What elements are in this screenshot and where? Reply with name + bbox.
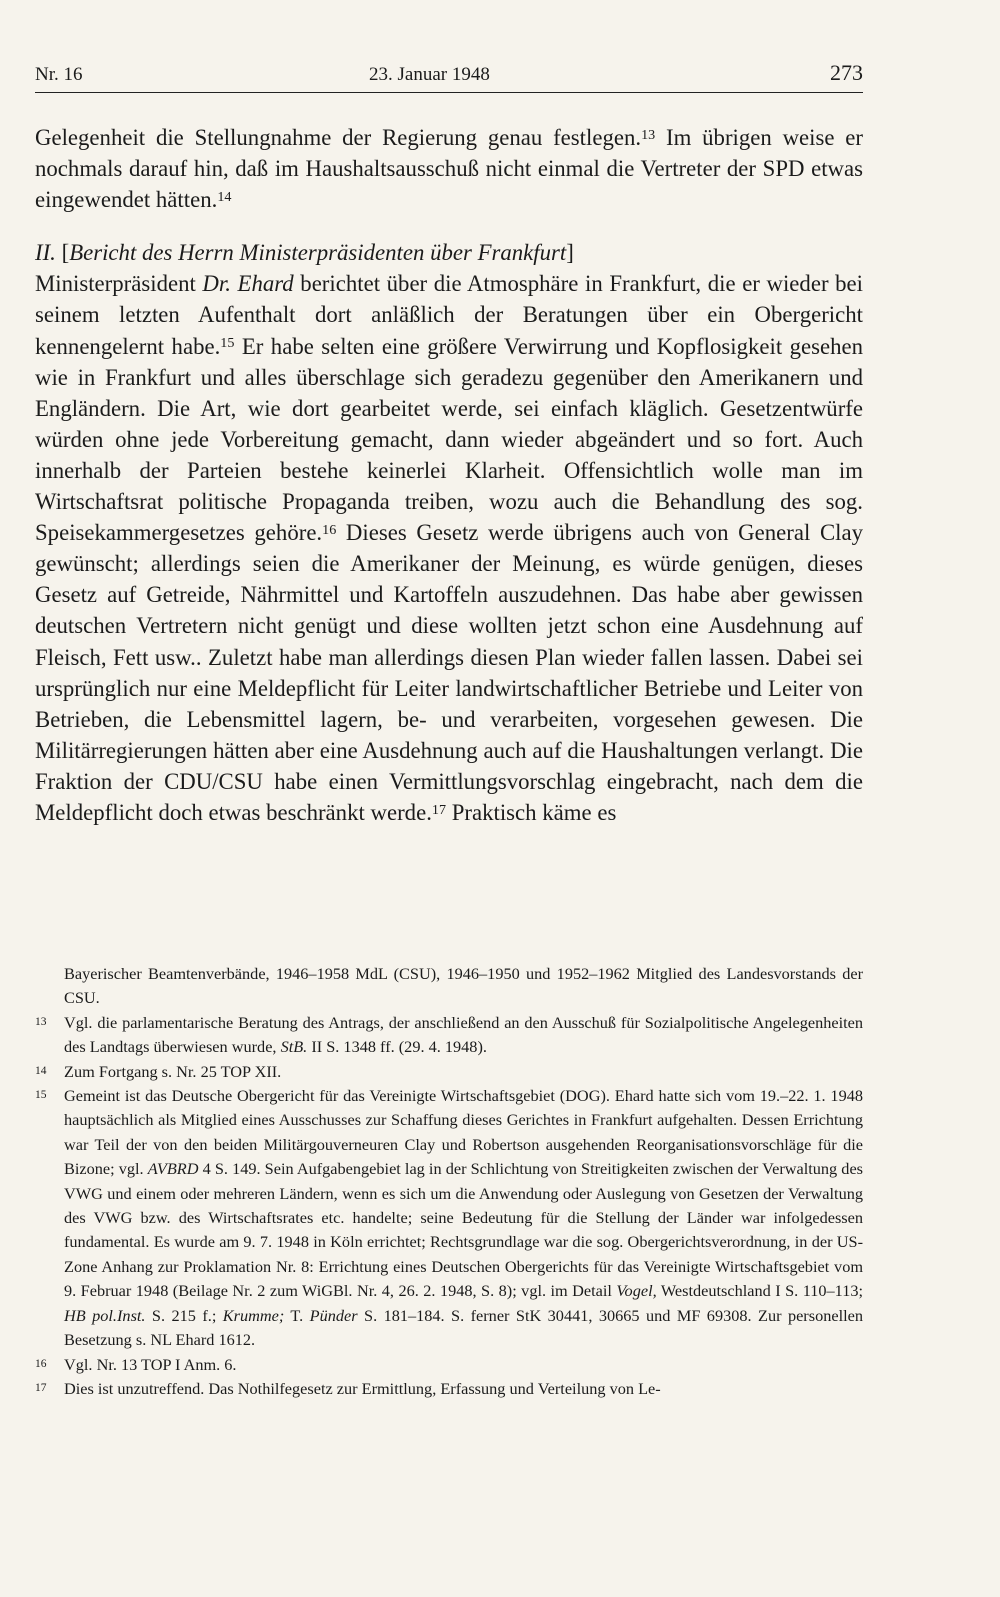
- source-ref: Krumme;: [222, 1305, 285, 1325]
- footnote-ref: 13: [641, 126, 656, 143]
- main-text: [35, 122, 863, 828]
- text-run: berichtet über die Atmosphäre in Frankfurt, die er wieder bei seinem letzten Aufenthalt dort anläßlich der Beratungen über ein Obergericht kennengelernt habe.: [35, 271, 863, 359]
- bracket-close: ]: [566, 240, 574, 266]
- header-date: 23. Januar 1948: [369, 64, 490, 85]
- footnotes: [35, 962, 863, 1401]
- text-run: Im übrigen weise er nochmals darauf hin, daß im Haushaltsausschuß nicht einmal die Vertreter der SPD etwas eingewendet hätten.: [35, 125, 864, 213]
- text-run: Praktisch käme es: [446, 799, 617, 825]
- footnote-text: Westdeutschland I S. 110–113;: [656, 1281, 863, 1301]
- footnote-ref: 16: [322, 521, 337, 538]
- speaker-name: Dr. Ehard: [202, 271, 294, 297]
- footnote-13: [35, 1011, 863, 1060]
- section-title: Bericht des Herrn Ministerpräsidenten über Frankfurt: [69, 240, 567, 266]
- paragraph-report: [35, 268, 863, 828]
- bracket-open: [: [61, 240, 70, 266]
- source-ref: AVBRD: [147, 1159, 199, 1179]
- text-run: Ministerpräsident: [35, 271, 203, 297]
- footnote-text: Vgl. die parlamentarische Beratung des Antrags, der anschließend an den Ausschuß für Sozialpolitische Angelegenheiten des Landtags überwiesen wurde,: [64, 1012, 863, 1057]
- footnote-14: [35, 1060, 863, 1084]
- footnote-text: Dies ist unzutreffend. Das Nothilfegesetz zur Ermittlung, Erfassung und Verteilung von Le-: [64, 1378, 661, 1398]
- document-number: Nr. 16: [35, 64, 83, 85]
- footnote-ref: 15: [220, 335, 235, 352]
- footnote-continuation: [35, 962, 863, 1011]
- source-ref: Pünder: [309, 1305, 358, 1325]
- section-numeral: II.: [35, 240, 56, 266]
- source-ref: HB pol.Inst.: [64, 1305, 146, 1325]
- footnote-ref: 17: [431, 801, 447, 818]
- footnote-text: Bayerischer Beamtenverbände, 1946–1958 MdL (CSU), 1946–1950 und 1952–1962 Mitglied des Landesvorstands der CSU.: [64, 964, 863, 1008]
- running-header: [35, 56, 863, 93]
- section-spacer: [35, 215, 863, 237]
- text-run: Dieses Gesetz werde übrigens auch von General Clay gewünscht; allerdings seien die Amerikaner der Meinung, es würde genügen, dieses Gesetz auf Getreide, Nährmittel und Kartoffeln auszudehnen. Das habe aber gewissen deutschen Vertretern nicht genügt und diese wollten jetzt schon eine Ausdehnung auf Fleisch, Fett usw.. Zuletzt habe man allerdings diesen Plan wieder fallen lassen. Dabei sei ursprünglich nur eine Meldepflicht für Leiter landwirtschaftlicher Betriebe und Leiter von Betrieben, die Lebensmittel lagern, be- und verarbeiten, vorgesehen gewesen. Die Militärregierungen hätten aber eine Ausdehnung auch auf die Haushaltungen verlangt. Die Fraktion der CDU/CSU habe einen Vermittlungsvorschlag eingebracht, nach dem die Meldepflicht doch etwas beschränkt werde.: [35, 520, 863, 825]
- section-heading: [35, 237, 863, 268]
- footnote-number: 17: [35, 1381, 47, 1394]
- footnote-number: 16: [35, 1357, 47, 1370]
- footnote-text: T.: [284, 1305, 310, 1325]
- footnote-number: 14: [35, 1064, 47, 1077]
- footnote-text: Vgl. Nr. 13 TOP I Anm. 6.: [64, 1354, 237, 1374]
- text-run: Gelegenheit die Stellungnahme der Regierung genau festlegen.: [35, 125, 642, 150]
- footnote-17: [35, 1377, 863, 1401]
- footnote-text: Zum Fortgang s. Nr. 25 TOP XII.: [64, 1061, 282, 1081]
- footnote-number: 15: [35, 1089, 47, 1102]
- paragraph-continuation: [35, 122, 863, 215]
- footnote-text: S. 215 f.;: [145, 1305, 223, 1325]
- footnote-text: II S. 1348 ff. (29. 4. 1948).: [307, 1037, 487, 1057]
- footnote-number: 13: [35, 1015, 47, 1028]
- footnote-text: 4 S. 149. Sein Aufgabengebiet lag in der Schlichtung von Streitigkeiten zwischen der Verwaltung des VWG und einem oder mehreren Ländern, wenn es sich um die Anwendung oder Auslegung von Gesetzen der Verwaltung des VWG bzw. des Wirtschaftsrates etc. handelte; seine Bedeutung für die Stellung der Länder war infolgedessen fundamental. Es wurde am 9. 7. 1948 in Köln errichtet; Rechtsgrundlage war die sog. Obergerichtsverordnung, in der US-Zone Anhang zur Proklamation Nr. 8: Errichtung eines Deutschen Obergerichts für das Vereinigte Wirtschaftsgebiet vom 9. Februar 1948 (Beilage Nr. 2 zum WiGBl. Nr. 4, 26. 2. 1948, S. 8); vgl. im Detail: [64, 1159, 864, 1301]
- source-ref: Vogel,: [616, 1281, 657, 1301]
- footnote-15: [35, 1084, 863, 1352]
- page-number: 273: [830, 60, 863, 85]
- text-run: Er habe selten eine größere Verwirrung und Kopflosigkeit gesehen wie in Frankfurt und alles überschlage sich geradezu gegenüber den Amerikanern und Engländern. Die Art, wie dort gearbeitet werde, sei einfach kläglich. Gesetzentwürfe würden ohne jede Vorbereitung gemacht, dann wieder abgeändert und so fort. Auch innerhalb der Parteien bestehe keinerlei Klarheit. Offensichtlich wolle man im Wirtschaftsrat politische Propaganda treiben, wozu auch die Behandlung des sog. Speisekammergesetzes gehöre.: [35, 333, 864, 546]
- footnote-ref: 14: [217, 188, 232, 205]
- footnote-text: Gemeint ist das Deutsche Obergericht für das Vereinigte Wirtschaftsgebiet (DOG). Ehard hatte sich vom 19.–22. 1. 1948 hauptsächlich als Mitglied eines Ausschusses zur Schaffung dieses Gerichtes in Frankfurt aufgehalten. Dessen Errichtung war Teil der von den beiden Militärgouverneuren Clay und Robertson ausgehenden Reorganisationsvorschläge für die Bizone; vgl.: [64, 1086, 863, 1179]
- footnote-text: S. 181–184. S. ferner StK 30441, 30665 und MF 69308. Zur personellen Besetzung s. NL Ehard 1612.: [64, 1305, 863, 1350]
- footnote-16: [35, 1353, 863, 1377]
- source-ref: StB.: [280, 1037, 308, 1057]
